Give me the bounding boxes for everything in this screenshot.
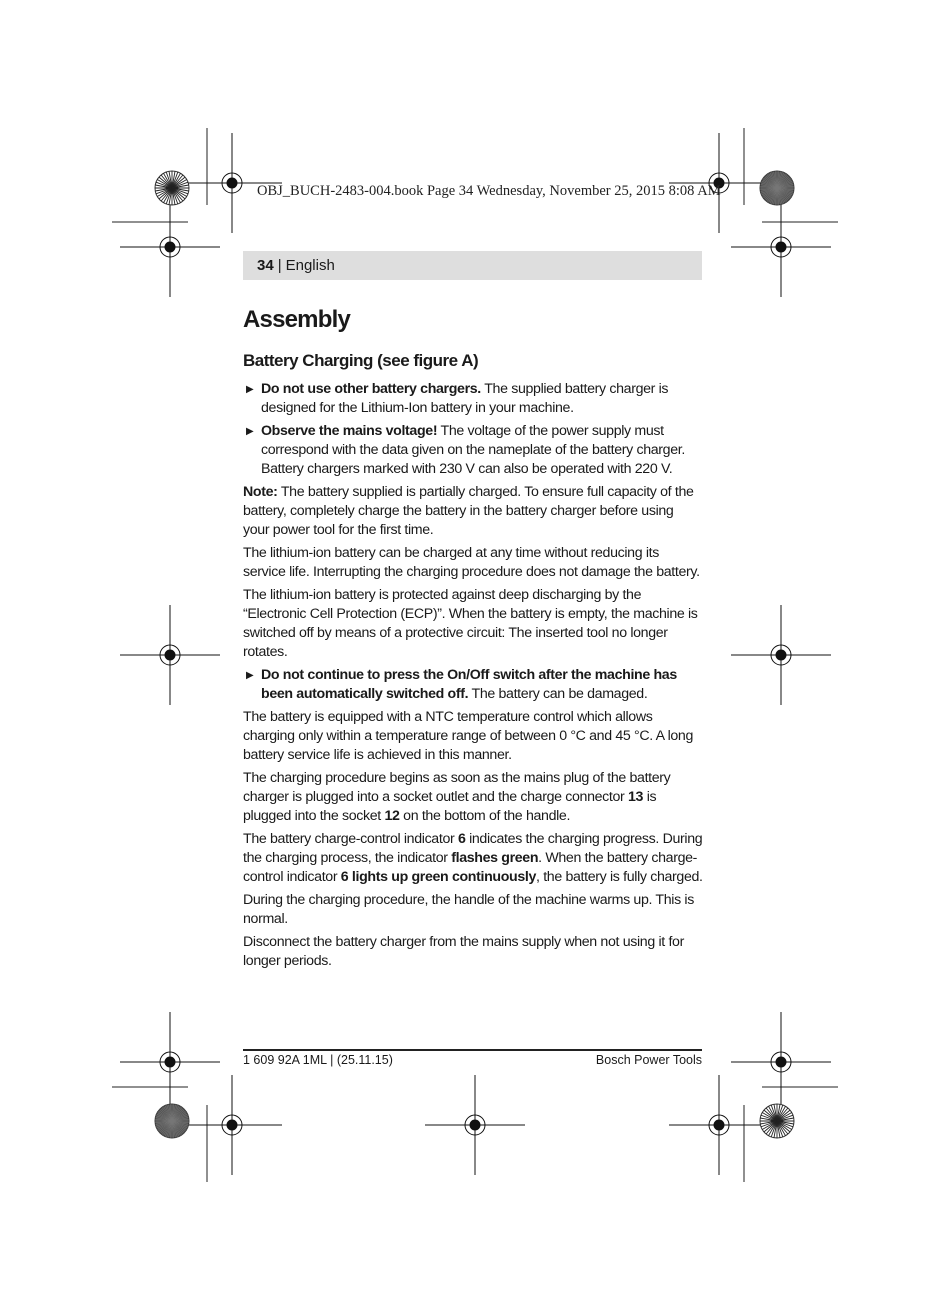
- bullet-text: The supplied battery charger is designed for the Lithium-Ion battery in your machine.: [261, 381, 669, 416]
- ref-indicator: 6: [457, 831, 466, 847]
- color-bar-dot-icon: [155, 1104, 189, 1138]
- paragraph-handle-warms: During the charging procedure, the handle of the machine warms up. This is normal.: [243, 892, 694, 927]
- paragraph-ntc: The battery is equipped with a NTC temperature control which allows charging only within a temperature range of between 0 °C and 45 °C. A long battery service life is achieved in this manner.: [243, 709, 693, 763]
- bullet-bold-lead: Do not use other battery chargers.: [261, 381, 481, 397]
- registration-crosshair-icon: [425, 1075, 525, 1175]
- paragraph-charge-anytime: The lithium-ion battery can be charged at any time without reducing its service life. Interrupting the charging procedure does not damage the battery.: [243, 545, 700, 580]
- warning-bullet-voltage: [243, 422, 703, 479]
- color-bar-dot-icon: [760, 171, 794, 205]
- bullet-triangle-icon: ▶: [246, 384, 254, 395]
- registration-crosshair-icon: [731, 197, 831, 297]
- registration-crosshair-icon: [669, 1075, 769, 1175]
- text-run: The charging procedure begins as soon as the mains plug of the battery charger is plugged into a socket outlet and the charge connector: [243, 770, 671, 805]
- paragraph-indicator: [243, 830, 703, 887]
- section-title: Assembly: [243, 306, 350, 333]
- page-header-separator: |: [277, 257, 282, 274]
- text-run: . When the battery charge-control indicator: [243, 850, 698, 885]
- note-text: The battery supplied is partially charged. To ensure full capacity of the battery, completely charge the battery in the battery charger before using your power tool for the first time.: [243, 484, 694, 538]
- registration-crosshair-icon: [120, 197, 220, 297]
- ref-socket: 12: [384, 808, 400, 824]
- print-header: OBJ_BUCH-2483-004.book Page 34 Wednesday, November 25, 2015 8:08 AM: [257, 183, 721, 199]
- bullet-text: The voltage of the power supply must correspond with the data given on the nameplate of the battery charger. Battery chargers marked with 230 V can also be operated with 220 V.: [261, 423, 685, 477]
- page-header-bar: [243, 251, 702, 280]
- note-paragraph: [243, 483, 703, 540]
- registration-crosshair-icon: [120, 605, 220, 705]
- page-language: English: [285, 257, 335, 274]
- warning-bullet-chargers: [243, 380, 703, 418]
- bullet-bold-lead: Observe the mains voltage!: [261, 423, 438, 439]
- bullet-text: The battery can be damaged.: [468, 686, 648, 702]
- text-run: is plugged into the socket: [243, 789, 657, 824]
- paragraph-charging-begins: [243, 769, 703, 826]
- ref-charge-connector: 13: [628, 789, 644, 805]
- registration-crosshair-icon: [182, 1075, 282, 1175]
- emphasis-flashes-green: flashes green: [451, 850, 539, 866]
- registration-crosshair-icon: [731, 1012, 831, 1112]
- registration-crosshair-icon: [120, 1012, 220, 1112]
- paragraph-ecp: The lithium-ion battery is protected against deep discharging by the “Electronic Cell Protection (ECP)”. When the battery is empty, the machine is switched off by means of a protective circuit: The inserted tool no longer rotates.: [243, 587, 698, 660]
- text-run: on the bottom of the handle.: [399, 808, 571, 824]
- main-content: [243, 303, 703, 975]
- warning-bullet-on-off-switch: [243, 666, 703, 704]
- paragraph-disconnect: Disconnect the battery charger from the mains supply when not using it for longer periods.: [243, 934, 684, 969]
- text-run: , the battery is fully charged.: [536, 869, 703, 885]
- bullet-triangle-icon: ▶: [246, 426, 254, 437]
- registration-crosshair-icon: [731, 605, 831, 705]
- bullet-bold-lead: Do not continue to press the On/Off switch after the machine has been automatically switched off.: [261, 667, 677, 702]
- color-bar-starburst-icon: [155, 171, 189, 205]
- emphasis-lights-green: 6 lights up green continuously: [340, 869, 537, 885]
- page-number: 34: [257, 257, 274, 274]
- footer-brand: Bosch Power Tools: [595, 1053, 702, 1067]
- footer-rule: [243, 1049, 702, 1051]
- color-bar-starburst-icon: [760, 1104, 794, 1138]
- footer-document-code: 1 609 92A 1ML | (25.11.15): [243, 1053, 393, 1067]
- bullet-triangle-icon: ▶: [246, 670, 254, 681]
- text-run: The battery charge-control indicator: [243, 831, 458, 847]
- note-label: Note:: [243, 484, 278, 500]
- subsection-title: Battery Charging (see figure A): [243, 351, 479, 370]
- text-run: indicates the charging progress. During the charging process, the indicator: [243, 831, 703, 866]
